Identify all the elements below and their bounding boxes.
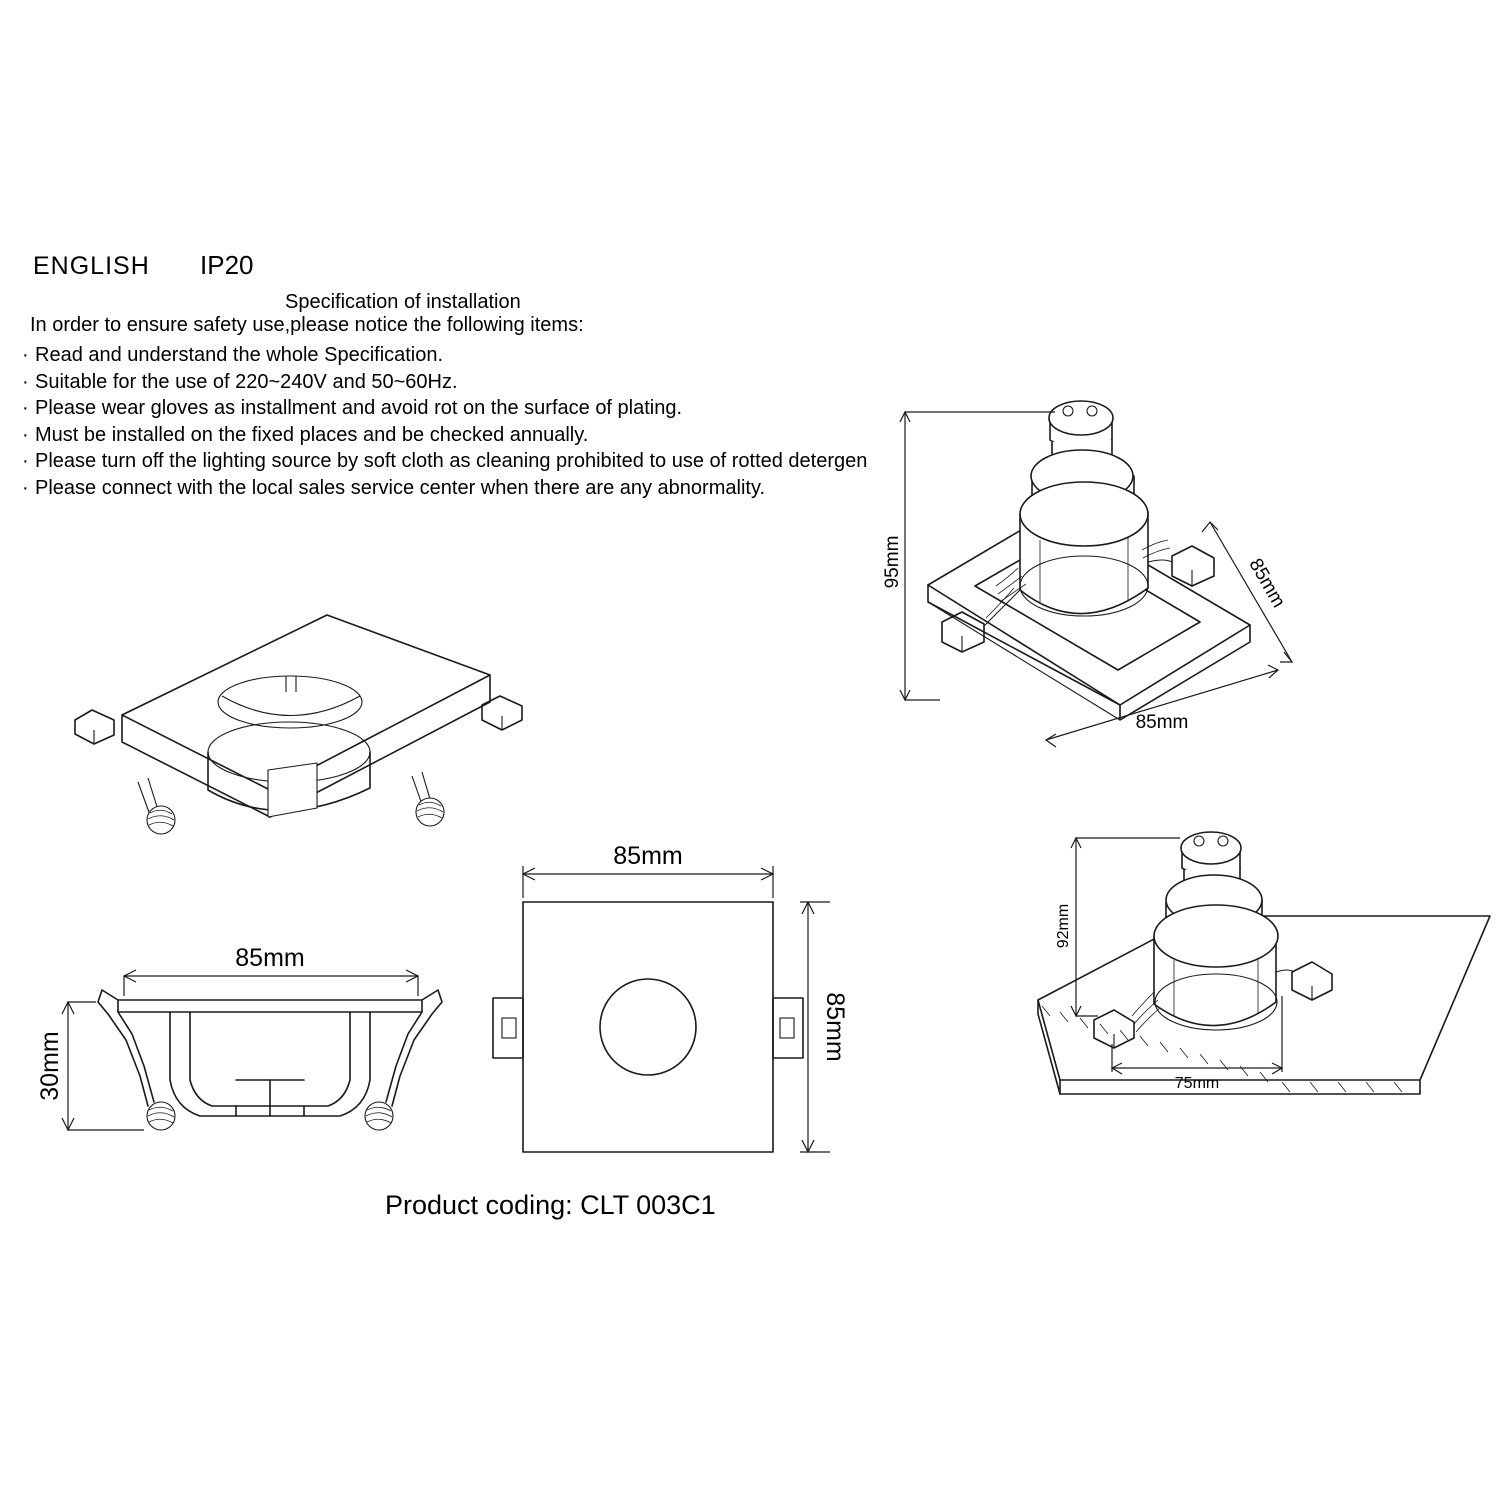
- dim-cutout-75mm: 75mm: [1174, 1075, 1220, 1092]
- dim-depth-85mm: 85mm: [1244, 555, 1290, 612]
- language-label: ENGLISH: [33, 252, 150, 280]
- ip-rating-label: IP20: [200, 250, 254, 280]
- dim-width-85mm: 85mm: [1135, 712, 1189, 733]
- safety-bullet-list: [22, 342, 867, 501]
- dim-width-85mm: 85mm: [613, 842, 683, 870]
- list-item: · Please connect with the local sales service center when there are any abnormality.: [22, 476, 766, 499]
- product-coding-label: Product coding: CLT 003C1: [385, 1190, 716, 1220]
- list-item: · Read and understand the whole Specification.: [22, 344, 444, 366]
- list-item: · Must be installed on the fixed places and be checked annually.: [22, 423, 589, 446]
- side-section-view: [36, 930, 480, 1190]
- ceiling-mount-view: [1020, 820, 1500, 1130]
- list-item: · Suitable for the use of 220~240V and 50~60Hz.: [22, 370, 458, 393]
- dim-height-95mm: 95mm: [882, 535, 903, 589]
- isometric-fixture-view: [30, 520, 550, 840]
- dim-height-92mm: 92mm: [1055, 903, 1072, 949]
- dim-height-85mm: 85mm: [821, 992, 849, 1062]
- installation-isometric-view: [880, 390, 1330, 790]
- list-item: · Please turn off the lighting source by soft cloth as cleaning prohibited to use of rotted detergen: [22, 450, 868, 472]
- safety-intro-text: In order to ensure safety use,please notice the following items:: [30, 314, 584, 336]
- dim-width-85mm: 85mm: [235, 944, 305, 972]
- dim-height-30mm: 30mm: [36, 1031, 64, 1101]
- specification-title: Specification of installation: [285, 291, 521, 313]
- list-item: · Please wear gloves as installment and avoid rot on the surface of plating.: [22, 397, 683, 419]
- front-face-view: [490, 840, 880, 1190]
